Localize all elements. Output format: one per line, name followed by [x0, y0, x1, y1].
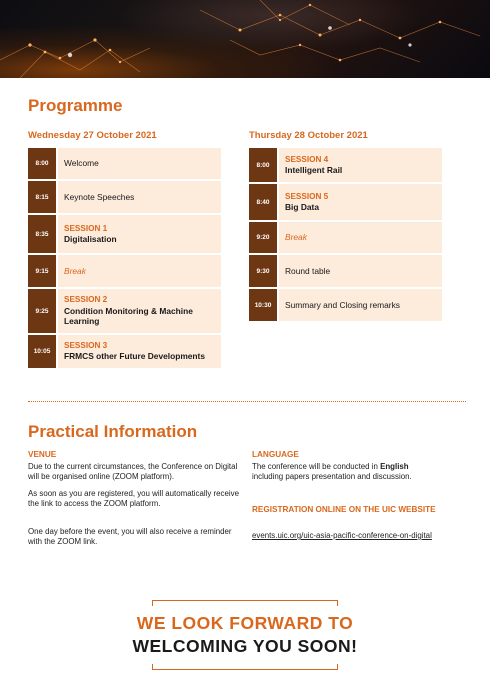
session-title: Big Data	[285, 201, 319, 212]
schedule-row	[28, 335, 221, 368]
time-slot: 10:05	[28, 335, 56, 368]
language-heading: LANGUAGE	[252, 450, 299, 459]
session-title: Digitalisation	[64, 233, 117, 244]
registration-link[interactable]: events.uic.org/uic-asia-pacific-conference-on-digital	[252, 531, 432, 540]
item-label: Summary and Closing remarks	[285, 299, 400, 310]
session-number: SESSION 5	[285, 191, 329, 201]
day2-title: Thursday 28 October 2021	[249, 130, 368, 141]
schedule-item	[279, 148, 442, 182]
session-number: SESSION 4	[285, 154, 329, 164]
time-slot: 8:40	[249, 184, 277, 220]
language-text-a: The conference will be conducted in	[252, 462, 381, 471]
venue-text-1: Due to the current circumstances, the Conference on Digital will be organised online (ZOOM platform).	[28, 462, 238, 481]
language-text-b: including papers presentation and discussion.	[252, 471, 412, 481]
time-slot: 8:00	[28, 148, 56, 179]
programme-heading: Programme	[28, 96, 123, 115]
time-slot: 8:15	[28, 181, 56, 213]
session-number: SESSION 2	[64, 295, 108, 305]
schedule-item	[279, 255, 442, 287]
time-slot: 10:30	[249, 289, 277, 321]
time-slot: 9:30	[249, 255, 277, 287]
day1-schedule	[28, 148, 221, 370]
schedule-item	[279, 184, 442, 220]
schedule-item	[58, 289, 221, 333]
schedule-row	[249, 289, 442, 321]
time-slot: 8:35	[28, 215, 56, 253]
break-label: Break	[64, 265, 86, 276]
item-label: Keynote Speeches	[64, 191, 135, 202]
schedule-item	[58, 181, 221, 213]
closing-line-2: WELCOMING YOU SOON!	[132, 636, 358, 656]
time-slot: 9:25	[28, 289, 56, 333]
time-slot: 9:15	[28, 255, 56, 287]
day1-title: Wednesday 27 October 2021	[28, 130, 157, 141]
language-english: English	[380, 462, 409, 471]
schedule-row	[249, 184, 442, 220]
registration-heading: REGISTRATION ONLINE ON THE UIC WEBSITE	[252, 505, 436, 514]
schedule-row	[249, 222, 442, 253]
session-title: FRMCS other Future Developments	[64, 351, 205, 362]
closing-bracket-bottom	[152, 664, 338, 670]
schedule-item	[279, 222, 442, 253]
schedule-item	[58, 335, 221, 368]
closing-line-1: WE LOOK FORWARD TO	[136, 613, 354, 633]
schedule-row	[249, 255, 442, 287]
day2-schedule	[249, 148, 442, 323]
time-slot: 9:20	[249, 222, 277, 253]
header-banner-image	[0, 0, 490, 78]
schedule-item	[58, 148, 221, 179]
schedule-row	[28, 215, 221, 253]
break-label: Break	[285, 232, 307, 243]
schedule-row	[28, 148, 221, 179]
venue-text-3: One day before the event, you will also receive a reminder with the ZOOM link.	[28, 527, 232, 546]
language-text	[252, 462, 466, 481]
schedule-row	[28, 289, 221, 333]
practical-info-heading: Practical Information	[28, 422, 198, 441]
session-title: Intelligent Rail	[285, 164, 343, 175]
session-number: SESSION 3	[64, 341, 108, 351]
session-number: SESSION 1	[64, 223, 108, 233]
session-title: Condition Monitoring & Machine Learning	[64, 305, 193, 327]
section-divider	[28, 401, 466, 402]
schedule-item	[279, 289, 442, 321]
item-label: Round table	[285, 265, 331, 276]
schedule-item	[58, 215, 221, 253]
closing-bracket-top	[152, 600, 338, 606]
schedule-item	[58, 255, 221, 287]
schedule-row	[28, 255, 221, 287]
schedule-row	[28, 181, 221, 213]
item-label: Welcome	[64, 158, 99, 169]
venue-heading: VENUE	[28, 450, 57, 459]
venue-text-2: As soon as you are registered, you will automatically receive the link to access the ZOOM platform.	[28, 489, 239, 508]
time-slot: 8:00	[249, 148, 277, 182]
schedule-row	[249, 148, 442, 182]
network-graphic	[0, 0, 490, 78]
